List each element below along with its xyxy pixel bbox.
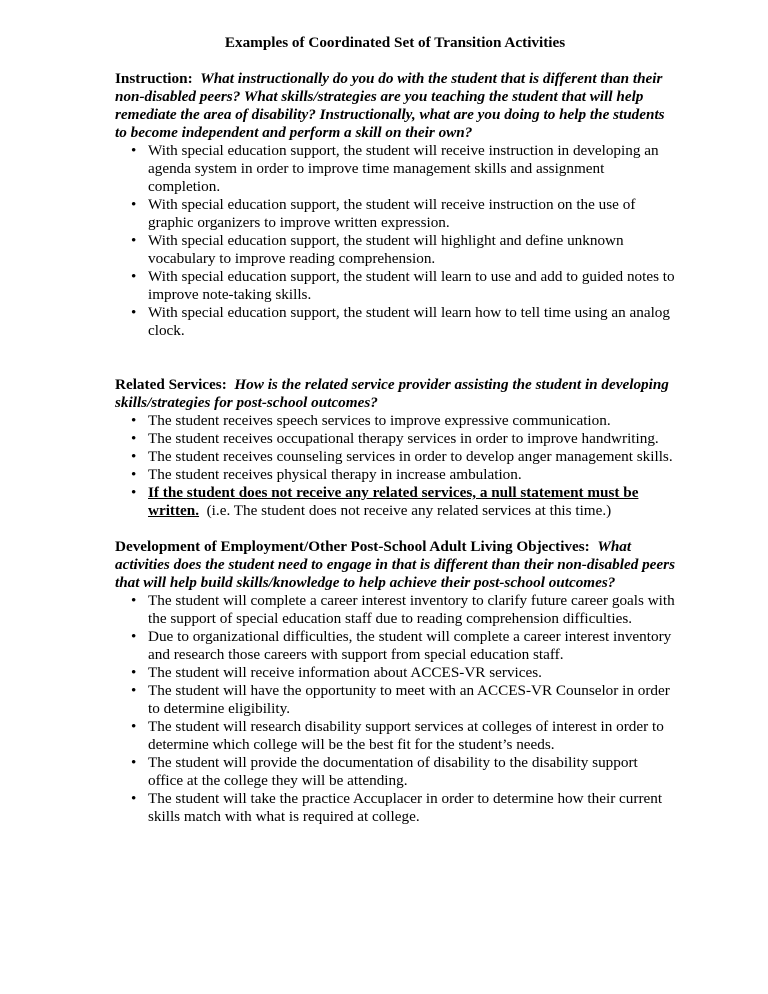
bullet-icon: • <box>131 412 137 429</box>
bullet-icon: • <box>131 448 137 465</box>
bullet-icon: • <box>131 664 137 681</box>
list-item: • The student will provide the documentation of disability to the disability support office at the college they will be attending. <box>131 754 638 789</box>
list-item: • With special education support, the student will highlight and define unknown vocabulary to improve reading comprehension. <box>131 232 624 267</box>
list-item: • The student receives counseling services in order to develop anger management skills. <box>131 448 673 465</box>
section-employment-objectives <box>115 538 675 826</box>
section-related-services <box>115 376 675 520</box>
list-item: • With special education support, the student will learn to use and add to guided notes to improve note-taking skills. <box>131 268 675 303</box>
list-item: • With special education support, the student will learn how to tell time using an analog clock. <box>131 304 670 339</box>
list-item: • The student receives occupational therapy services in order to improve handwriting. <box>131 430 659 447</box>
list-item: • With special education support, the student will receive instruction in developing an agenda system in order to improve time management skills and assignment completion. <box>131 142 659 195</box>
list-item: • With special education support, the student will receive instruction on the use of graphic organizers to improve written expression. <box>131 196 636 231</box>
section-lead <box>115 70 675 142</box>
bullet-icon: • <box>131 718 137 735</box>
list-item: • The student will receive information about ACCES-VR services. <box>131 664 542 681</box>
bullet-icon: • <box>131 268 137 285</box>
bullet-icon: • <box>131 484 137 501</box>
list-item: • The student will complete a career interest inventory to clarify future career goals with the support of special education staff due to reading comprehension difficulties. <box>131 592 675 627</box>
section-question: How is the related service provider assisting the student in developing skills/strategies for post-school outcomes? <box>115 376 669 411</box>
bullet-list <box>115 142 675 340</box>
null-statement-example: (i.e. The student does not receive any related services at this time.) <box>199 502 612 519</box>
section-question: What activities does the student need to engage in that is different than their non-disabled peers that will help build skills/knowledge to help achieve their post-school outcomes? <box>115 538 675 591</box>
list-item: • The student will have the opportunity to meet with an ACCES-VR Counselor in order to determine eligibility. <box>131 682 670 717</box>
bullet-icon: • <box>131 682 137 699</box>
section-heading: Related Services: <box>115 376 227 393</box>
bullet-icon: • <box>131 628 137 645</box>
bullet-icon: • <box>131 196 137 213</box>
bullet-list <box>115 592 675 826</box>
document-page <box>115 34 675 844</box>
section-lead <box>115 376 675 412</box>
bullet-icon: • <box>131 754 137 771</box>
list-item: • The student receives physical therapy in increase ambulation. <box>131 466 522 483</box>
list-item: • Due to organizational difficulties, the student will complete a career interest inventory and research those careers with support from special education staff. <box>131 628 672 663</box>
document-title: Examples of Coordinated Set of Transition Activities <box>224 34 566 51</box>
bullet-icon: • <box>131 304 137 321</box>
bullet-list <box>115 412 675 520</box>
section-heading: Development of Employment/Other Post-School Adult Living Objectives: <box>115 538 590 555</box>
section-question: What instructionally do you do with the student that is different than their non-disabled peers? What skills/strategies are you teaching the student that will help remediate the area of disability? Instructionally, what are you doing to help the students to become independent and perform a skill on their own? <box>115 70 665 141</box>
list-item-null-statement <box>131 484 675 520</box>
bullet-icon: • <box>131 232 137 249</box>
null-statement-rule: If the student does not receive any related services, a null statement must be written. <box>148 484 639 519</box>
list-item: • The student will take the practice Accuplacer in order to determine how their current skills match with what is required at college. <box>131 790 663 825</box>
bullet-icon: • <box>131 592 137 609</box>
bullet-icon: • <box>131 430 137 447</box>
section-heading: Instruction: <box>115 70 193 87</box>
list-item: • The student will research disability support services at colleges of interest in order to determine which college will be the best fit for the student’s needs. <box>131 718 664 753</box>
list-item: • The student receives speech services to improve expressive communication. <box>131 412 611 429</box>
section-instruction <box>115 70 675 340</box>
bullet-icon: • <box>131 790 137 807</box>
section-lead <box>115 538 675 592</box>
bullet-icon: • <box>131 142 137 159</box>
bullet-icon: • <box>131 466 137 483</box>
